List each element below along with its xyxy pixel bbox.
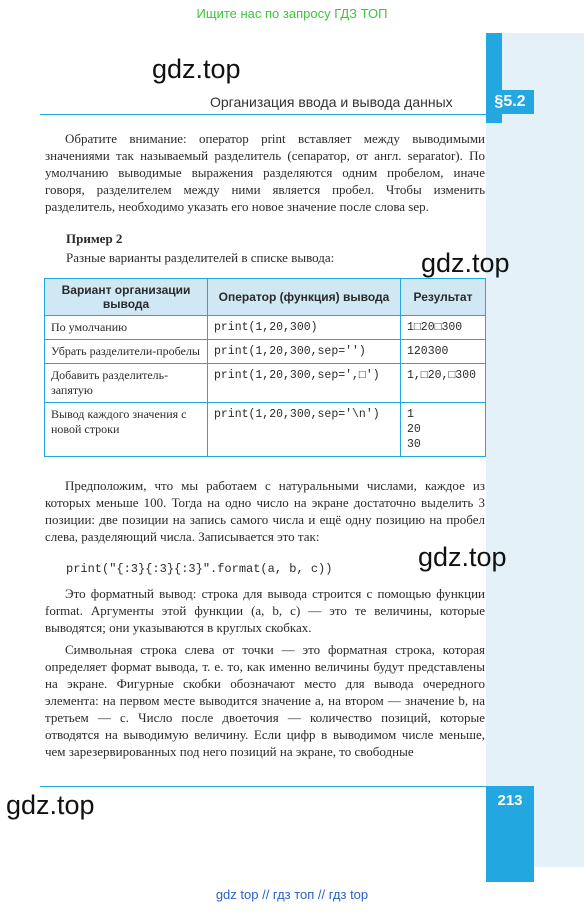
table-cell: print(1,20,300,sep='')	[208, 340, 401, 364]
page-sidebar	[486, 33, 584, 867]
paragraph-natural-numbers: Предположим, что мы работаем с натуральными числами, каждое из которых меньше 100. Тогда на одно число на экране достаточно выделить 3 позиции: две позиции на запись самого числа и ещё одну позицию на пробел слева, разделяющий числа. Записывается это так:	[45, 478, 485, 544]
table-cell: 120300	[401, 340, 486, 364]
code-example: print("{:3}{:3}{:3}".format(a, b, c))	[66, 562, 333, 576]
example-title: Пример 2	[66, 231, 123, 246]
table-cell: Вывод каждого значения с новой строки	[45, 403, 208, 457]
separator-table	[44, 278, 486, 457]
section-label: §5.2	[486, 90, 534, 114]
table-cell: По умолчанию	[45, 316, 208, 340]
table-row	[45, 340, 486, 364]
paragraph-separator-intro: Обратите внимание: оператор print вставляет между выводимыми значениями так называемый разделитель (сепаратор, от англ. separator). По умолчанию выводимые выражения разделяются одним пробелом, иначе говоря, разделителем между ними является пробел. Чтобы изменить разделитель, необходимо указать его новое значение после слова sep.	[45, 131, 485, 214]
watermark: gdz.top	[152, 54, 241, 84]
footer-rule	[40, 786, 486, 787]
bottom-banner[interactable]: gdz top // гдз топ // гдз top	[215, 887, 369, 902]
table-cell: 1□20□300	[401, 316, 486, 340]
watermark: gdz.top	[421, 248, 510, 278]
table-row	[45, 364, 486, 403]
watermark: gdz.top	[6, 790, 95, 820]
table-row	[45, 316, 486, 340]
paragraph-format-output: Это форматный вывод: строка для вывода строится с помощью функции format. Аргументы этой функции (a, b, c) — это те величины, которые выводятся; они указываются в круглых скобках.	[45, 586, 485, 635]
page-number: 213	[497, 792, 523, 809]
table-cell: 1,□20,□300	[401, 364, 486, 403]
table-cell: print(1,20,300)	[208, 316, 401, 340]
table-row	[45, 403, 486, 457]
paragraph-format-string: Символьная строка слева от точки — это форматная строка, которая определяет формат вывода, т. е. то, как именно величины будут представлены на экране. Фигурные скобки обозначают место для вывода очередного элемента: на первом месте выводится значение a, на втором — значение b, на третьем — c. Число после двоеточия — количество позиций, которые отводятся на выводимую величину. Если цифр в выводимом числе меньше, чем зарезервированных под него позиций на экране, то свободные	[45, 642, 485, 759]
page-header-title: Организация ввода и вывода данных	[210, 94, 453, 110]
table-cell: 1 20 30	[401, 403, 486, 457]
example-intro: Разные варианты разделителей в списке вывода:	[66, 250, 335, 265]
table-header: Вариант организации вывода	[45, 279, 208, 316]
watermark: gdz.top	[418, 542, 507, 572]
table-cell: Добавить разделитель-запятую	[45, 364, 208, 403]
table-header-row	[45, 279, 486, 316]
table-header: Оператор (функция) вывода	[208, 279, 401, 316]
table-cell: print(1,20,300,sep='\n')	[208, 403, 401, 457]
header-rule	[40, 114, 486, 115]
top-banner[interactable]: Ищите нас по запросу ГДЗ ТОП	[196, 6, 388, 21]
table-cell: print(1,20,300,sep=',□')	[208, 364, 401, 403]
table-cell: Убрать разделители-пробелы	[45, 340, 208, 364]
table-header: Результат	[401, 279, 486, 316]
